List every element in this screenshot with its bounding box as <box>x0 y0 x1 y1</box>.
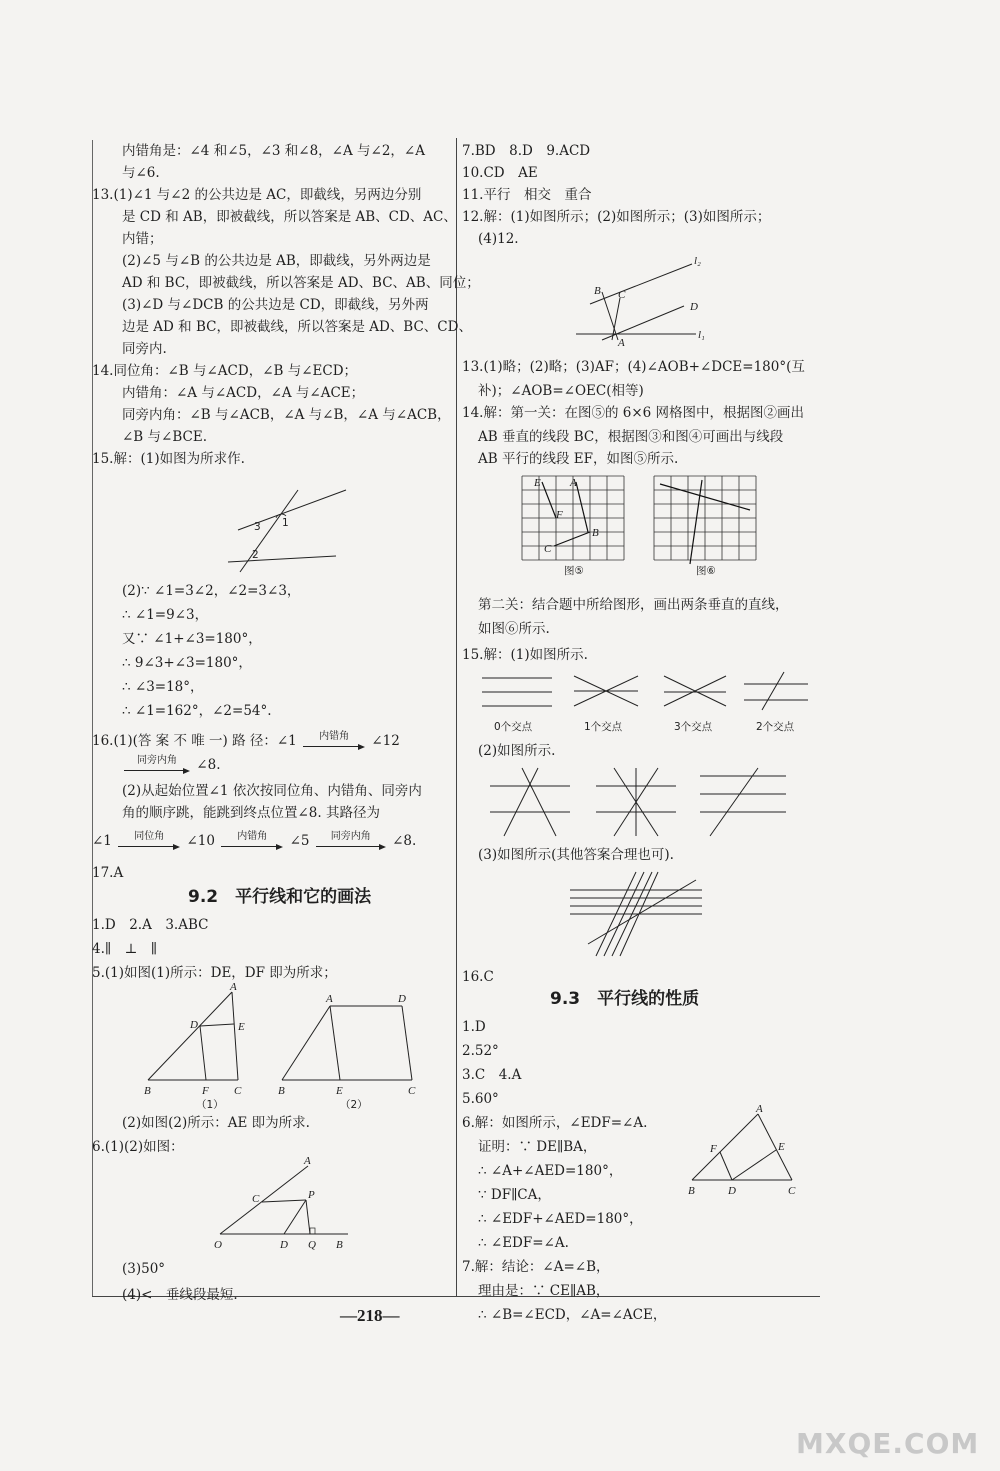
figure-6-angle <box>212 1155 352 1251</box>
answer-16: 16.C <box>462 969 494 985</box>
text-line: 2.52° <box>462 1043 499 1059</box>
answer-15: 15.解：(1)如图为所求作. <box>92 451 245 467</box>
text-line: ∠1 同位角 ∠10 内错角 ∠5 同旁内角 ∠8. <box>92 830 417 849</box>
svg-text:C: C <box>788 1185 796 1197</box>
svg-text:A: A <box>230 981 237 993</box>
svg-text:D: D <box>280 1239 288 1251</box>
svg-text:l₁: l₁ <box>698 329 705 341</box>
answer-7: 7.解：结论：∠A=∠B， <box>462 1259 610 1275</box>
path-arrow: 同旁内角 <box>124 759 190 773</box>
svg-text:Q: Q <box>308 1239 316 1251</box>
text-line: ∴ ∠1=162°，∠2=54°. <box>122 703 272 719</box>
svg-text:D: D <box>690 301 698 313</box>
text-line: (3)如图所示(其他答案合理也可). <box>478 847 674 863</box>
answer-12: 12.解：(1)如图所示；(2)如图所示；(3)如图所示； <box>462 209 771 225</box>
answer-14: 14.同位角：∠B 与∠ACD，∠B 与∠ECD； <box>92 363 358 379</box>
svg-text:2个交点: 2个交点 <box>756 721 795 733</box>
svg-text:A: A <box>756 1103 763 1115</box>
text-line: 同旁内角 ∠8. <box>122 754 221 776</box>
figure-6-triangle <box>684 1103 808 1206</box>
svg-text:l₂: l₂ <box>694 255 701 267</box>
text-line: (2)∵ ∠1=3∠2，∠2=3∠3， <box>122 583 301 599</box>
answer-15: 15.解：(1)如图所示. <box>462 647 588 663</box>
figure-12-lines <box>572 254 712 350</box>
svg-text:D: D <box>190 1019 198 1031</box>
text-line: AB 垂直的线段 BC，根据图③和图④可画出与线段 <box>478 429 784 445</box>
svg-text:B: B <box>688 1185 695 1197</box>
text-line: 与∠6. <box>122 165 160 181</box>
left-margin-rule <box>92 140 93 1296</box>
answer-6: 6.解：如图所示，∠EDF=∠A. <box>462 1115 648 1131</box>
svg-text:1: 1 <box>282 517 289 529</box>
svg-text:3个交点: 3个交点 <box>674 721 713 733</box>
text-line: ∴ ∠1=9∠3， <box>122 607 209 623</box>
svg-text:A: A <box>618 337 625 349</box>
section-title-9-2: 9.2 平行线和它的画法 <box>188 887 372 907</box>
text-line: 11.平行 相交 重合 <box>462 187 592 203</box>
answer-16: 16.(1)(答 案 不 唯 一) 路 径：∠1 内错角 ∠12 <box>92 730 400 749</box>
svg-text:F: F <box>202 1085 209 1097</box>
text-line: 1.D 2.A 3.ABC <box>92 917 209 933</box>
path-arrow: 内错角 <box>303 735 365 749</box>
svg-text:C: C <box>234 1085 242 1097</box>
svg-text:C: C <box>252 1193 260 1205</box>
text-line: (3)50° <box>122 1261 166 1277</box>
svg-text:P: P <box>308 1189 315 1201</box>
column-divider <box>456 138 457 1296</box>
watermark-logo <box>796 1398 980 1460</box>
section-title-9-3: 9.3 平行线的性质 <box>550 989 700 1009</box>
answer-14: 14.解：第一关：在图⑤的 6×6 网格图中，根据图②画出 <box>462 405 805 421</box>
svg-text:F: F <box>556 509 563 521</box>
text-line: 如图⑥所示. <box>478 621 550 637</box>
path-arrow: 同旁内角 <box>316 835 386 849</box>
path-arrow: 同位角 <box>118 835 180 849</box>
text-line: 内错角：∠A 与∠ACD，∠A 与∠ACE； <box>122 385 365 401</box>
text-line: (3)∠D 与∠DCB 的公共边是 CD，即截线，另外两 <box>122 297 429 313</box>
text-line: 同旁内. <box>122 341 167 357</box>
text-line: (2)如图(2)所示：AE 即为所求. <box>122 1115 310 1131</box>
text-line: (2)如图所示. <box>478 743 556 759</box>
svg-text:0个交点: 0个交点 <box>494 721 533 733</box>
svg-text:B: B <box>278 1085 285 1097</box>
intersection-figures <box>478 670 818 738</box>
text-line: 同旁内角：∠B 与∠ACB，∠A 与∠B，∠A 与∠ACB， <box>122 407 451 423</box>
svg-text:A: A <box>326 993 333 1005</box>
svg-text:图⑤: 图⑤ <box>564 565 584 577</box>
text-line: 10.CD AE <box>462 165 538 181</box>
text-line: 第二关：结合题中所给图形，画出两条垂直的直线， <box>478 597 789 613</box>
grid-figure-6 <box>652 474 760 578</box>
text-line: ∴ ∠EDF+∠AED=180°， <box>478 1211 643 1227</box>
text-line: ∵ DF∥CA， <box>478 1187 551 1203</box>
intersection-figures-2 <box>486 766 806 842</box>
text-line: 理由是：∵ CE∥AB， <box>478 1283 610 1299</box>
text-line: 是 CD 和 AB，即被截线，所以答案是 AB、CD、AC、 <box>122 209 457 225</box>
svg-text:E: E <box>238 1021 245 1033</box>
text-line: 证明：∵ DE∥BA， <box>478 1139 597 1155</box>
text-line: ∴ ∠A+∠AED=180°， <box>478 1163 623 1179</box>
svg-text:C: C <box>544 543 552 555</box>
text-line: 内错角是：∠4 和∠5，∠3 和∠8，∠A 与∠2，∠A <box>122 143 425 159</box>
text-line: AB 平行的线段 EF，如图⑤所示. <box>478 451 679 467</box>
text-line: ∴ ∠EDF=∠A. <box>478 1235 569 1251</box>
answer-6: 6.(1)(2)如图： <box>92 1139 184 1155</box>
svg-text:C: C <box>618 289 626 301</box>
figure-5-triangle <box>140 981 260 1111</box>
svg-text:2: 2 <box>252 549 259 561</box>
svg-text:3: 3 <box>254 521 261 533</box>
text-line: (4)12. <box>478 231 519 247</box>
svg-text:图⑥: 图⑥ <box>696 565 716 577</box>
page-number: —218— <box>340 1306 400 1325</box>
svg-text:（2）: （2） <box>340 1099 368 1111</box>
svg-text:D: D <box>728 1185 736 1197</box>
answer-13: 13.(1)∠1 与∠2 的公共边是 AC，即截线，另两边分别 <box>92 187 422 203</box>
svg-text:E: E <box>534 477 541 489</box>
grid-figure-5 <box>520 474 628 578</box>
svg-text:F: F <box>710 1143 717 1155</box>
svg-text:O: O <box>214 1239 222 1251</box>
svg-text:A: A <box>304 1155 311 1167</box>
text-line: 1.D <box>462 1019 486 1035</box>
text-line: 7.BD 8.D 9.ACD <box>462 143 591 159</box>
text-line: 边是 AD 和 BC，即被截线，所以答案是 AD、BC、CD、 <box>122 319 472 335</box>
figure-5-trapezoid <box>278 988 428 1111</box>
text-line: 4.∥ ⊥ ∥ <box>92 941 158 957</box>
svg-text:C: C <box>408 1085 416 1097</box>
text-line: (2)∠5 与∠B 的公共边是 AB，即截线，另外两边是 <box>122 253 431 269</box>
watermark-text: MXQE.COM <box>796 1427 980 1460</box>
svg-text:（1）: （1） <box>196 1099 224 1111</box>
text-line: ∴ ∠B=∠ECD，∠A=∠ACE， <box>478 1307 667 1323</box>
text-line: ∠B 与∠BCE. <box>122 429 207 445</box>
text-line: AD 和 BC，即被截线，所以答案是 AD、BC、AB、同位； <box>122 275 480 291</box>
svg-text:A: A <box>570 477 577 489</box>
svg-text:D: D <box>398 993 406 1005</box>
text-line: (2)从起始位置∠1 依次按同位角、内错角、同旁内 <box>122 783 422 799</box>
text-line: (4)< 垂线段最短. <box>122 1287 238 1303</box>
answer-13: 13.(1)略；(2)略；(3)AF；(4)∠AOB+∠DCE=180°(互 <box>462 359 805 375</box>
text-line: 又∵ ∠1+∠3=180°， <box>122 631 262 647</box>
intersection-figure-3 <box>566 868 706 960</box>
text-line: 补)；∠AOB=∠OEC(相等) <box>478 383 644 399</box>
text-line: ∴ 9∠3+∠3=180°， <box>122 655 252 671</box>
svg-text:B: B <box>592 527 599 539</box>
text-line: 角的顺序跳，能跳到终点位置∠8. 其路径为 <box>122 805 380 821</box>
text-line: 3.C 4.A <box>462 1067 522 1083</box>
text-line: 5.60° <box>462 1091 499 1107</box>
answer-17: 17.A <box>92 865 124 881</box>
text-line: ∴ ∠3=18°， <box>122 679 204 695</box>
svg-text:E: E <box>336 1085 343 1097</box>
figure-15-angles <box>228 476 358 576</box>
svg-text:B: B <box>594 285 601 297</box>
svg-text:E: E <box>778 1141 785 1153</box>
svg-text:B: B <box>336 1239 343 1251</box>
svg-text:1个交点: 1个交点 <box>584 721 623 733</box>
text-line: 内错； <box>122 231 163 247</box>
path-arrow: 内错角 <box>221 835 283 849</box>
svg-text:B: B <box>144 1085 151 1097</box>
answer-5: 5.(1)如图(1)所示：DE，DF 即为所求； <box>92 965 337 981</box>
